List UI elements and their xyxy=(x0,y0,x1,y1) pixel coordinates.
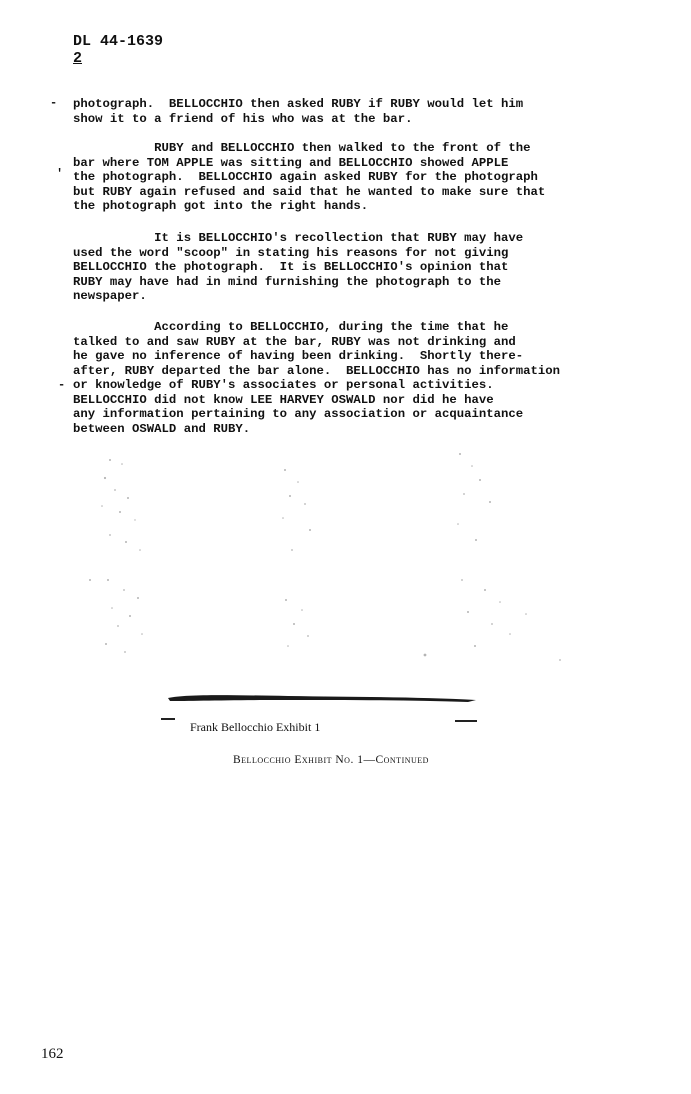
margin-tick-mark: - xyxy=(58,378,66,392)
caption-dash-right xyxy=(455,720,477,722)
paragraph-tom-apple: RUBY and BELLOCCHIO then walked to the front of the bar where TOM APPLE was sitting and BELLOCCHIO showed APPLE the photograph. BELLOCCHIO again asked RUBY for the photograph but RUBY again refused and said that he wanted to make sure that the photograph got into the right hands. xyxy=(73,141,546,213)
margin-tick-mark: ' xyxy=(56,167,64,181)
paragraph-oswald: According to BELLOCCHIO, during the time that he talked to and saw RUBY at the bar, RUBY was not drinking and he gave no inference of having been drinking. Shortly there- after, RUBY departed the bar alone. BELLOCCHIO has no information or knowledge of RUBY's associates or personal activities. BELLOCCHIO did not know LEE HARVEY OSWALD nor did he have any information pertaining to any association or acquaintance between OSWALD and RUBY. xyxy=(73,320,561,436)
paragraph-photograph: photograph. BELLOCCHIO then asked RUBY if RUBY would let him show it to a friend of his who was at the bar. xyxy=(73,97,524,126)
exhibit-continued-label: Bellocchio Exhibit No. 1—Continued xyxy=(233,754,429,766)
exhibit-caption: Frank Bellocchio Exhibit 1 xyxy=(190,720,321,734)
file-number: DL 44-1639 xyxy=(73,33,164,50)
signature-stroke xyxy=(168,693,476,702)
page-marker: 2 xyxy=(73,50,83,67)
caption-dash-left xyxy=(161,718,175,720)
page-number: 162 xyxy=(41,1046,64,1062)
scan-noise-area xyxy=(80,440,620,690)
paragraph-scoop: It is BELLOCCHIO's recollection that RUBY may have used the word "scoop" in stating his reasons for not giving BELLOCCHIO the photograph. It is BELLOCCHIO's opinion that RUBY may have had in mind furnishing the photograph to the newspaper. xyxy=(73,231,524,303)
margin-tick-mark: - xyxy=(50,96,58,110)
